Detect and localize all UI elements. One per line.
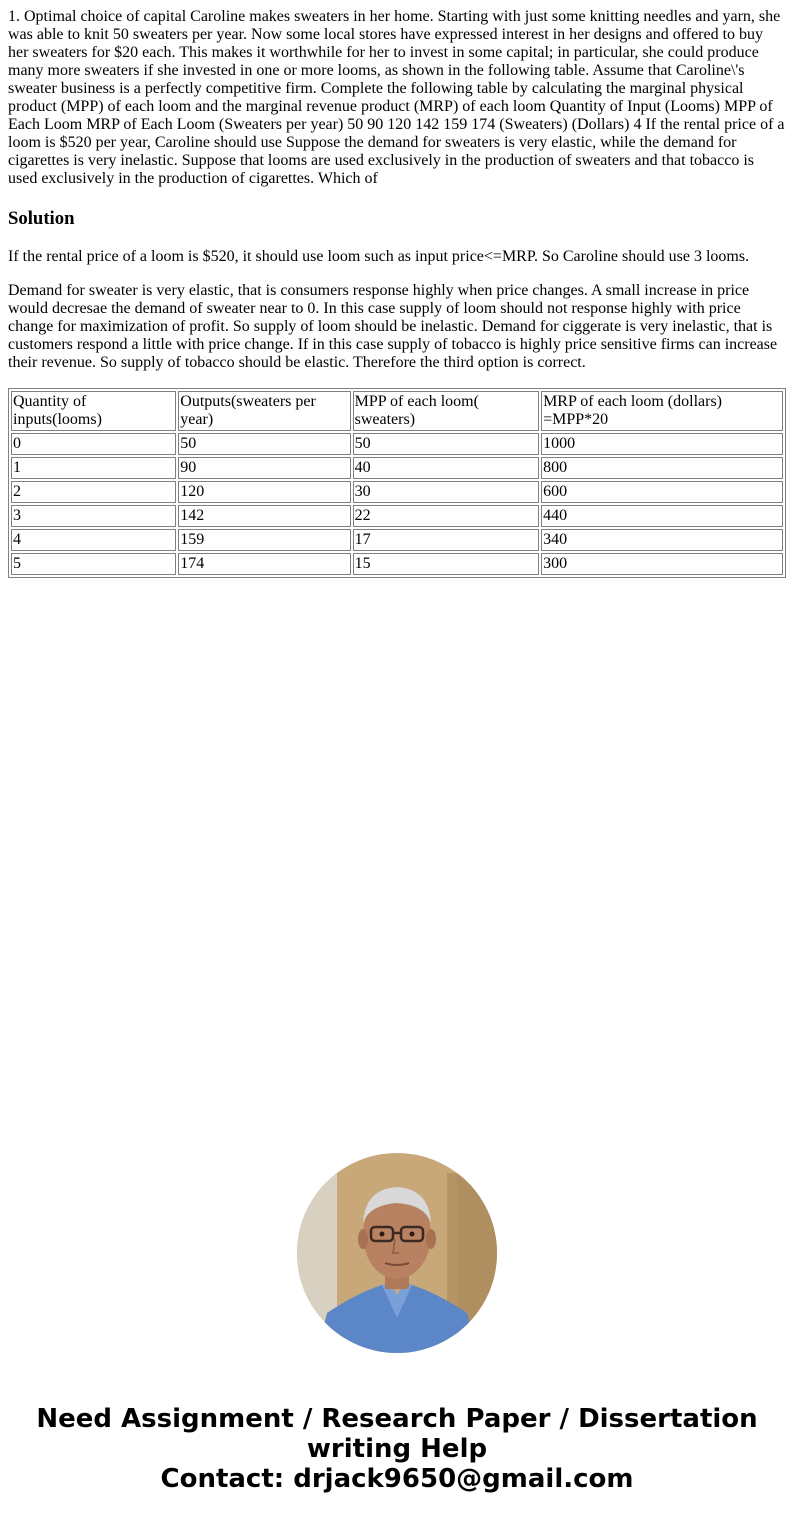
table-cell: 30 xyxy=(353,481,539,503)
table-cell: 0 xyxy=(11,433,176,455)
table-row xyxy=(11,457,783,479)
table-cell: 50 xyxy=(178,433,350,455)
table-row xyxy=(11,505,783,527)
table-cell: 22 xyxy=(353,505,539,527)
table-header-cell: MPP of each loom( sweaters) xyxy=(353,391,539,431)
table-header-cell: Outputs(sweaters per year) xyxy=(178,391,350,431)
table-row xyxy=(11,529,783,551)
table-cell: 800 xyxy=(541,457,783,479)
table-cell: 5 xyxy=(11,553,176,575)
table-cell: 300 xyxy=(541,553,783,575)
promo-banner xyxy=(0,1404,794,1494)
table-header-cell: Quantity of inputs(looms) xyxy=(11,391,176,431)
table-cell: 159 xyxy=(178,529,350,551)
question-text: 1. Optimal choice of capital Caroline makes sweaters in her home. Starting with just some knitting needles and yarn, she was able to knit 50 sweaters per year. Now some local stores have expressed interest in her designs and offered to buy her sweaters for $20 each. This makes it worthwhile for her to invest in some capital; in particular, she could produce many more sweaters if she invested in one or more looms, as shown in the following table. Assume that Caroline\'s sweater business is a perfectly competitive firm. Complete the following table by calculating the marginal physical product (MPP) of each loom and the marginal revenue product (MRP) of each loom Quantity of Input (Looms) MPP of Each Loom MRP of Each Loom (Sweaters per year) 50 90 120 142 159 174 (Sweaters) (Dollars) 4 If the rental price of a loom is $520 per year, Caroline should use Suppose the demand for sweaters is very elastic, while the demand for cigarettes is very inelastic. Suppose that looms are used exclusively in the production of sweaters and that tobacco is used exclusively in the production of cigarettes. Which of xyxy=(8,8,785,187)
table-header-cell: MRP of each loom (dollars) =MPP*20 xyxy=(541,391,783,431)
solution-paragraph-1: If the rental price of a loom is $520, it should use loom such as input price<=MRP. So Caroline should use 3 looms. xyxy=(8,248,750,265)
table-cell: 2 xyxy=(11,481,176,503)
page-content xyxy=(8,8,786,578)
promo-contact-line: Contact: drjack9650@gmail.com xyxy=(160,1464,634,1494)
table-cell: 600 xyxy=(541,481,783,503)
table-cell: 174 xyxy=(178,553,350,575)
table-row xyxy=(11,433,783,455)
table-cell: 120 xyxy=(178,481,350,503)
table-header-row xyxy=(11,391,783,431)
table-cell: 440 xyxy=(541,505,783,527)
table-cell: 17 xyxy=(353,529,539,551)
promo-line-1: Need Assignment / Research Paper / Dissertation xyxy=(36,1404,758,1434)
table-cell: 50 xyxy=(353,433,539,455)
table-row xyxy=(11,553,783,575)
loom-table xyxy=(8,388,786,578)
table-cell: 1 xyxy=(11,457,176,479)
table-cell: 90 xyxy=(178,457,350,479)
table-cell: 1000 xyxy=(541,433,783,455)
person-photo-icon xyxy=(297,1153,497,1353)
table-cell: 142 xyxy=(178,505,350,527)
table-cell: 15 xyxy=(353,553,539,575)
table-cell: 340 xyxy=(541,529,783,551)
promo-line-2: writing Help xyxy=(306,1434,488,1464)
table-row xyxy=(11,481,783,503)
table-cell: 3 xyxy=(11,505,176,527)
solution-paragraph-2: Demand for sweater is very elastic, that is consumers response highly when price changes. A small increase in price would decresae the demand of sweater near to 0. In this case supply of loom should not response highly with price change for maximization of profit. So supply of loom should be inelastic. Demand for ciggerate is very inelastic, that is customers respond a little with price change. If in this case supply of tobacco is highly price sensitive firms can increase their revenue. So supply of tobacco should be elastic. Therefore the third option is correct. xyxy=(8,282,778,371)
table-cell: 40 xyxy=(353,457,539,479)
solution-heading: Solution xyxy=(8,208,75,229)
table-cell: 4 xyxy=(11,529,176,551)
